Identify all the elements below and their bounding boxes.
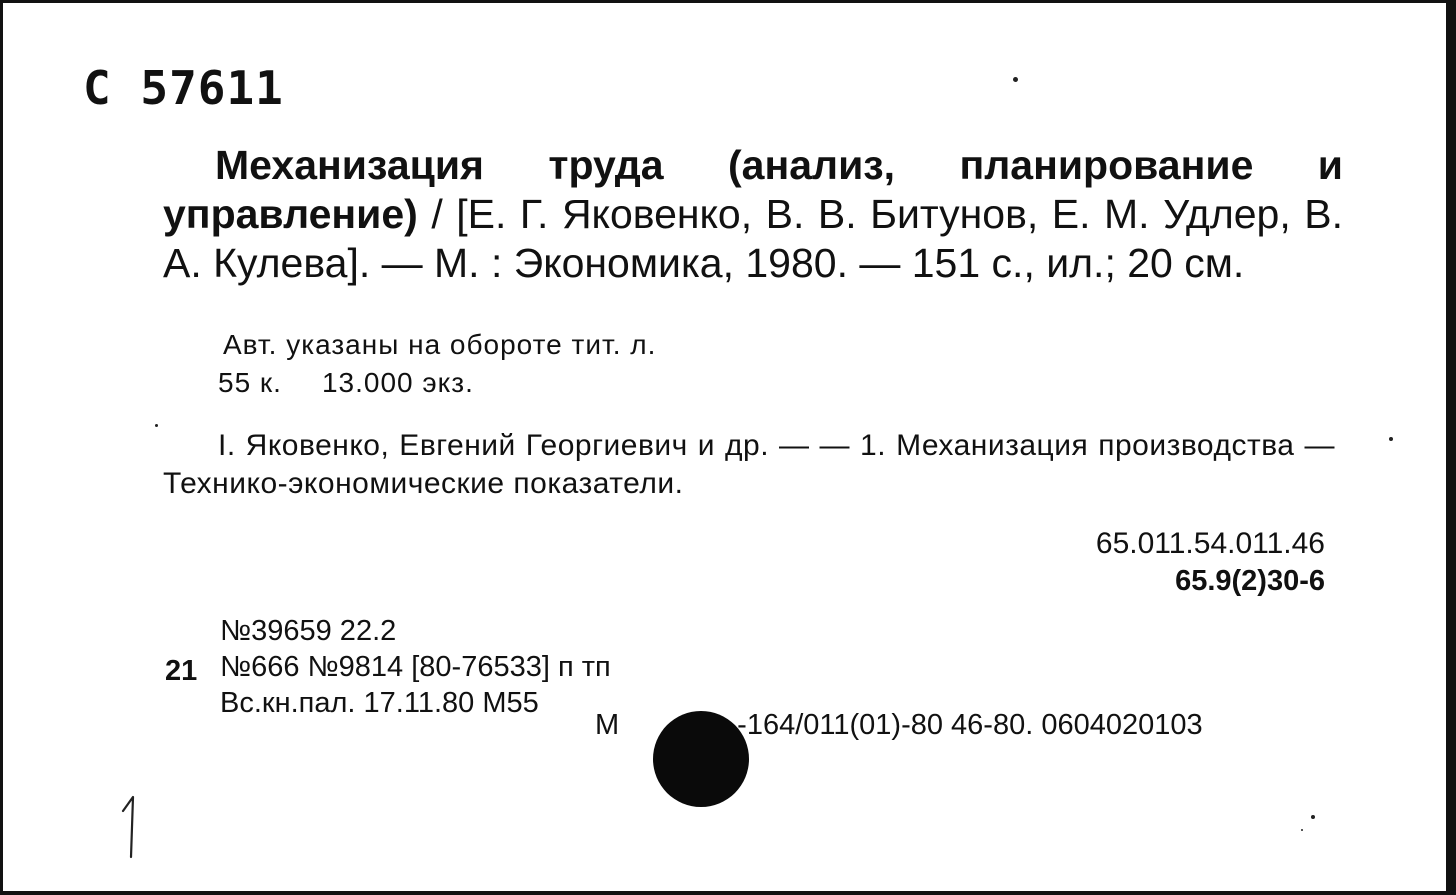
- book-title: Механизация труда (анализ, планирование и управление): [163, 142, 1343, 237]
- call-number: С 57611: [83, 61, 284, 115]
- ink-speck: [1301, 829, 1303, 831]
- bbk-index: 65.9(2)30-6: [1175, 565, 1325, 597]
- classification-index: 65.011.54.011.46: [1095, 527, 1325, 560]
- registration-line-1: №39659 22.2: [220, 615, 397, 647]
- bibliographic-description: [163, 141, 1343, 288]
- responsibility-and-imprint: / [Е. Г. Яковенко, В. В. Битунов, Е. М. Удлер, В. А. Кулева]. — М. : Экономика, 1980. — 151 с., ил.; 20 см.: [163, 191, 1343, 286]
- registration-code: -164/011(01)-80 46-80. 0604020103: [737, 709, 1203, 741]
- tracings: I. Яковенко, Евгений Георгиевич и др. — — 1. Механизация производства — Технико-экономические показатели.: [163, 429, 1335, 500]
- print-run: 13.000 экз.: [321, 367, 474, 398]
- registration-line-2: №666 №9814 [80-76533] п тп: [220, 651, 611, 683]
- ink-speck: [1311, 815, 1315, 819]
- registration-prefix: М: [595, 709, 620, 741]
- authors-note: Авт. указаны на обороте тит. л.: [223, 329, 657, 360]
- price-and-copies: [218, 367, 474, 399]
- ink-speck: [155, 424, 158, 427]
- ink-speck: [1013, 77, 1018, 82]
- registration-line-3: Вс.кн.пал. 17.11.80 М55: [220, 687, 539, 719]
- price: 55 к.: [218, 367, 282, 398]
- ink-speck: [1389, 437, 1393, 441]
- card-number: 21: [165, 655, 198, 687]
- punch-hole: [653, 711, 749, 807]
- handwritten-mark-icon: [119, 793, 141, 859]
